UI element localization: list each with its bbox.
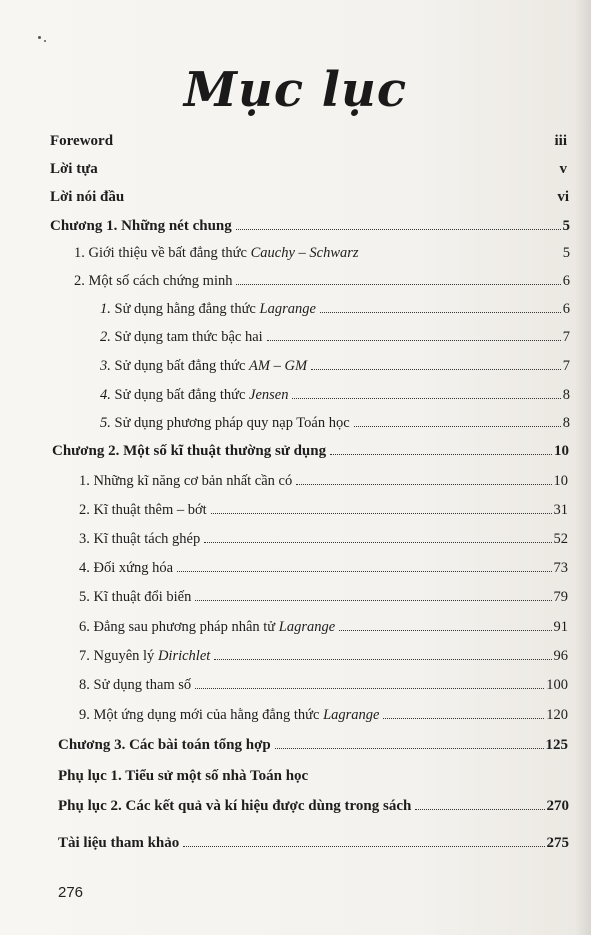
- toc-entry-label: 1. Những kĩ năng cơ bản nhất cần có: [79, 473, 293, 489]
- toc-entry-1-2-3[interactable]: [100, 356, 570, 376]
- dot-leader: [330, 454, 552, 455]
- dot-leader: [236, 284, 560, 285]
- toc-entry-appendix-1[interactable]: [58, 766, 568, 786]
- dot-leader: [195, 688, 544, 689]
- toc-entry-1-1[interactable]: [74, 243, 570, 263]
- dot-leader: [415, 809, 544, 810]
- dot-leader: [211, 513, 552, 514]
- toc-entry-chapter-3[interactable]: [58, 735, 568, 755]
- toc-entry-page: 31: [553, 502, 568, 518]
- toc-entry-references[interactable]: [58, 833, 569, 853]
- toc-entry-loi-tua[interactable]: [50, 159, 567, 179]
- toc-entry-page: 6: [562, 273, 570, 289]
- toc-entry-label: 3. Sử dụng bất đẳng thức AM – GM: [100, 358, 308, 374]
- toc-entry-page: 7: [562, 358, 570, 374]
- toc-entry-page: iii: [554, 133, 567, 149]
- toc-entry-page: 6: [562, 301, 570, 317]
- toc-entry-2-6[interactable]: [79, 617, 568, 637]
- toc-entry-label: Phụ lục 2. Các kết quả và kí hiệu được dùng trong sách: [58, 798, 412, 814]
- toc-entry-1-2-4[interactable]: [100, 385, 570, 405]
- page-title: Mục lục: [183, 62, 408, 118]
- dot-leader: [236, 229, 561, 230]
- toc-entry-page: 73: [553, 560, 568, 576]
- toc-entry-loi-noi-dau[interactable]: [50, 187, 569, 207]
- toc-entry-label: 8. Sử dụng tham số: [79, 677, 192, 693]
- toc-entry-page: 8: [562, 387, 570, 403]
- dot-leader: [354, 426, 561, 427]
- toc-entry-page: 79: [553, 589, 568, 605]
- toc-entry-page: 10: [554, 443, 569, 459]
- toc-entry-label: 9. Một ứng dụng mới của hằng đẳng thức Lagrange: [79, 707, 380, 723]
- toc-entry-label: Chương 3. Các bài toán tổng hợp: [58, 737, 271, 753]
- dot-leader: [339, 630, 551, 631]
- toc-entry-page: 5: [562, 218, 570, 234]
- dot-leader: [275, 748, 544, 749]
- dot-leader: [383, 718, 544, 719]
- toc-entry-1-2-1[interactable]: [100, 299, 570, 319]
- toc-entry-page: 8: [562, 415, 570, 431]
- dot-leader: [311, 369, 561, 370]
- page-number: 276: [58, 884, 84, 901]
- toc-entry-page: 91: [553, 619, 568, 635]
- toc-entry-2-4[interactable]: [79, 558, 568, 578]
- toc-entry-foreword[interactable]: [50, 131, 567, 151]
- toc-entry-page: vi: [557, 189, 569, 205]
- toc-entry-label: Chương 1. Những nét chung: [50, 218, 232, 234]
- toc-entry-label: 7. Nguyên lý Dirichlet: [79, 648, 211, 664]
- toc-entry-1-2-5[interactable]: [100, 413, 570, 433]
- toc-entry-page: 270: [546, 798, 569, 814]
- toc-entry-label: Tài liệu tham khảo: [58, 835, 180, 851]
- toc-entry-label: 4. Sử dụng bất đẳng thức Jensen: [100, 387, 289, 403]
- toc-entry-1-2[interactable]: [74, 271, 570, 291]
- toc-entry-label: 5. Sử dụng phương pháp quy nạp Toán học: [100, 415, 350, 431]
- toc-entry-page: 96: [553, 648, 568, 664]
- toc-entry-appendix-2[interactable]: [58, 796, 569, 816]
- toc-entry-label: 6. Đẳng sau phương pháp nhân tử Lagrange: [79, 619, 336, 635]
- toc-entry-label: Lời tựa: [50, 161, 98, 177]
- toc-entry-2-3[interactable]: [79, 529, 568, 549]
- dot-leader: [292, 398, 560, 399]
- dot-leader: [267, 340, 561, 341]
- toc-entry-page: 100: [546, 677, 568, 693]
- toc-entry-2-8[interactable]: [79, 675, 568, 695]
- dot-leader: [214, 659, 551, 660]
- dot-leader: [204, 542, 551, 543]
- toc-entry-1-2-2[interactable]: [100, 327, 570, 347]
- toc-entry-label: 2. Một số cách chứng minh: [74, 273, 233, 289]
- toc-entry-label: Chương 2. Một số kĩ thuật thường sử dụng: [52, 443, 327, 459]
- dot-leader: [177, 571, 551, 572]
- toc-entry-label: 2. Sử dụng tam thức bậc hai: [100, 329, 263, 345]
- toc-entry-page: 52: [553, 531, 568, 547]
- toc-entry-label: 2. Kĩ thuật thêm – bớt: [79, 502, 207, 518]
- toc-entry-label: Foreword: [50, 133, 114, 149]
- toc-entry-label: 5. Kĩ thuật đổi biến: [79, 589, 192, 605]
- toc-entry-label: Lời nói đầu: [50, 189, 125, 205]
- toc-entry-2-9[interactable]: [79, 705, 568, 725]
- toc-entry-page: v: [559, 161, 567, 177]
- toc-entry-page: 10: [553, 473, 568, 489]
- toc-entry-2-2[interactable]: [79, 500, 568, 520]
- toc-entry-page: 120: [546, 707, 568, 723]
- toc-entry-page: 275: [546, 835, 569, 851]
- dot-leader: [320, 312, 561, 313]
- toc-entry-label: Phụ lục 1. Tiểu sử một số nhà Toán học: [58, 768, 309, 784]
- dot-leader: [183, 846, 544, 847]
- toc-entry-label: 4. Đối xứng hóa: [79, 560, 174, 576]
- toc-entry-page: 7: [562, 329, 570, 345]
- toc-entry-chapter-2[interactable]: [52, 441, 569, 461]
- toc-entry-2-7[interactable]: [79, 646, 568, 666]
- dot-leader: [195, 600, 551, 601]
- toc-entry-page: 125: [545, 737, 568, 753]
- toc-entry-2-5[interactable]: [79, 587, 568, 607]
- toc-entry-chapter-1[interactable]: [50, 216, 570, 236]
- toc-entry-label: 1. Sử dụng hằng đẳng thức Lagrange: [100, 301, 316, 317]
- toc-entry-2-1[interactable]: [79, 471, 568, 491]
- toc-entry-label: 3. Kĩ thuật tách ghép: [79, 531, 201, 547]
- toc-entry-label: 1. Giới thiệu về bất đẳng thức Cauchy – Schwarz: [74, 245, 359, 261]
- toc-entry-page: 5: [562, 245, 570, 261]
- dot-leader: [296, 484, 551, 485]
